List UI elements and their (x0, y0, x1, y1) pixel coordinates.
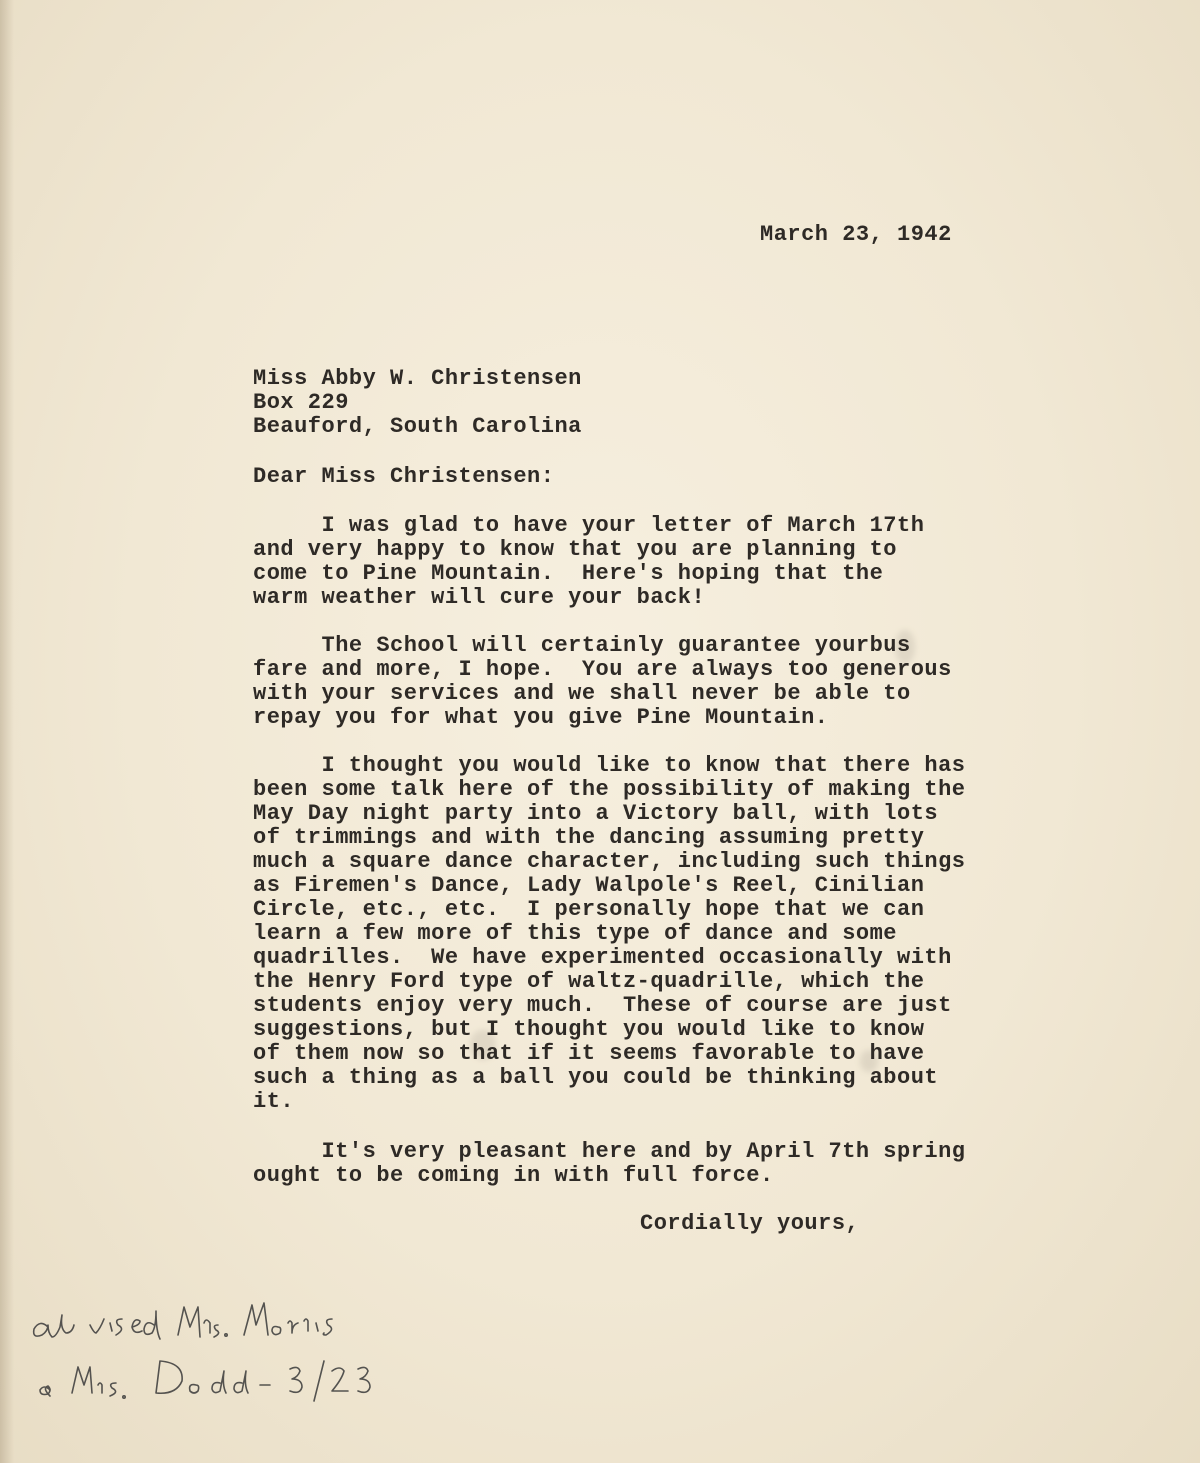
body-line: May Day night party into a Victory ball, with lots (253, 801, 939, 826)
body-line: the Henry Ford type of waltz-quadrille, which the (253, 969, 925, 994)
body-line: ought to be coming in with full force. (253, 1163, 774, 1188)
body-line: It's very pleasant here and by April 7th spring (253, 1139, 966, 1164)
body-line: with your services and we shall never be able to (253, 681, 911, 706)
body-line: I was glad to have your letter of March 17th (253, 513, 925, 538)
body-line: much a square dance character, including such things (253, 849, 966, 874)
body-line: fare and more, I hope. You are always too generous (253, 657, 952, 682)
body-line: students enjoy very much. These of course are just (253, 993, 952, 1018)
body-line: of them now so that if it seems favorable to have (253, 1041, 925, 1066)
closing: Cordially yours, (640, 1211, 860, 1236)
body-line: quadrilles. We have experimented occasionally with (253, 945, 952, 970)
letter-date: March 23, 1942 (760, 222, 952, 247)
body-line: Circle, etc., etc. I personally hope that we can (253, 897, 925, 922)
body-line: and very happy to know that you are planning to (253, 537, 898, 562)
handwritten-note (28, 1285, 408, 1415)
body-line: it. (253, 1089, 295, 1114)
body-line: come to Pine Mountain. Here's hoping that the (253, 561, 884, 586)
body-line: of trimmings and with the dancing assuming pretty (253, 825, 925, 850)
body-line: suggestions, but I thought you would like to know (253, 1017, 925, 1042)
body-line: The School will certainly guarantee yourbus (253, 633, 911, 658)
recipient-box: Box 229 (253, 390, 349, 415)
recipient-name: Miss Abby W. Christensen (253, 366, 582, 391)
page-edge-shadow (0, 0, 14, 1463)
body-line: repay you for what you give Pine Mountain. (253, 705, 829, 730)
recipient-city: Beauford, South Carolina (253, 414, 582, 439)
body-line: learn a few more of this type of dance and some (253, 921, 898, 946)
body-line: I thought you would like to know that there has (253, 753, 966, 778)
body-line: been some talk here of the possibility of making the (253, 777, 966, 802)
salutation: Dear Miss Christensen: (253, 464, 555, 489)
handwritten-note-drawing (28, 1285, 408, 1415)
body-line: such a thing as a ball you could be thinking about (253, 1065, 939, 1090)
body-line: warm weather will cure your back! (253, 585, 706, 610)
body-line: as Firemen's Dance, Lady Walpole's Reel, Cinilian (253, 873, 925, 898)
